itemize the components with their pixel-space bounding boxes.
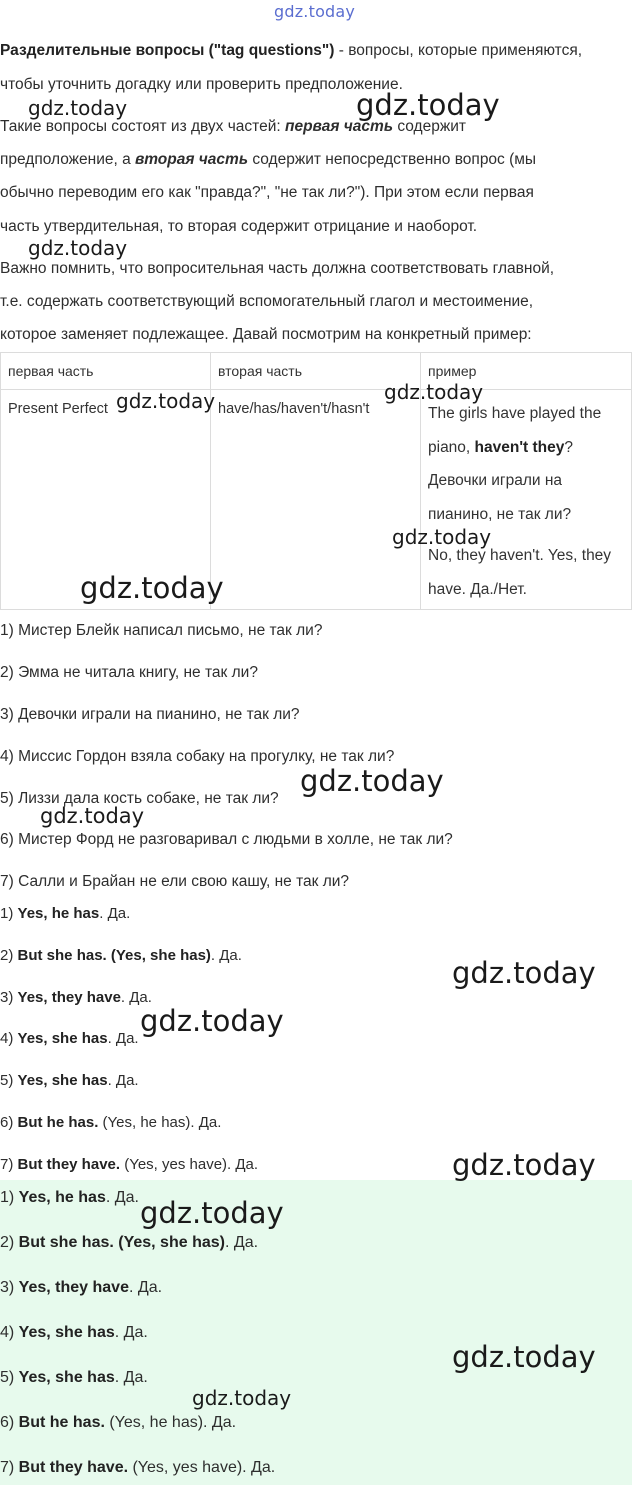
- example-line-3: Девочки играли на: [428, 472, 563, 489]
- table-header-first: первая часть: [8, 363, 94, 379]
- first-part-term: первая часть: [285, 118, 394, 135]
- example-line-6: have. Да./Нет.: [428, 581, 527, 598]
- highlighted-answer-5: 5) Yes, she has. Да.: [0, 1369, 148, 1386]
- highlighted-answer-3: 3) Yes, they have. Да.: [0, 1279, 163, 1296]
- highlighted-answer-1: 1) Yes, he has. Да.: [0, 1189, 139, 1206]
- answer-6: 6) But he has. (Yes, he has). Да.: [0, 1114, 222, 1131]
- watermark: gdz.today: [116, 389, 216, 413]
- table-header-example: пример: [428, 363, 477, 379]
- question-6: 6) Мистер Форд не разговаривал с людьми в холле, не так ли?: [0, 831, 453, 848]
- example-line-5: No, they haven't. Yes, they: [428, 547, 612, 564]
- highlighted-answer-2: 2) But she has. (Yes, she has). Да.: [0, 1234, 259, 1251]
- highlighted-answer-4: 4) Yes, she has. Да.: [0, 1324, 148, 1341]
- watermark: gdz.today: [452, 1340, 596, 1374]
- table-header-row: [0, 352, 632, 390]
- question-4: 4) Миссис Гордон взяла собаку на прогулку, не так ли?: [0, 748, 395, 765]
- table-cell-first: Present Perfect: [8, 401, 108, 417]
- site-logo: gdz.today: [274, 2, 356, 21]
- answer-5: 5) Yes, she has. Да.: [0, 1072, 139, 1089]
- answer-2: 2) But she has. (Yes, she has). Да.: [0, 947, 242, 964]
- answer-7: 7) But they have. (Yes, yes have). Да.: [0, 1156, 259, 1173]
- watermark: gdz.today: [192, 1386, 292, 1410]
- watermark: gdz.today: [392, 525, 492, 549]
- watermark: gdz.today: [140, 1004, 284, 1038]
- watermark: gdz.today: [28, 236, 128, 260]
- question-2: 2) Эмма не читала книгу, не так ли?: [0, 664, 258, 681]
- watermark: gdz.today: [384, 380, 484, 404]
- example-line-4: пианино, не так ли?: [428, 506, 572, 523]
- table-cell-second: have/has/haven't/hasn't: [218, 401, 370, 417]
- watermark: gdz.today: [452, 956, 596, 990]
- watermark: gdz.today: [28, 96, 128, 120]
- term-heading: Разделительные вопросы ("tag questions"): [0, 42, 335, 59]
- question-5: 5) Лиззи дала кость собаке, не так ли?: [0, 790, 279, 807]
- question-7: 7) Салли и Брайан не ели свою кашу, не так ли?: [0, 873, 350, 890]
- example-line-2: piano, haven't they?: [428, 439, 573, 456]
- example-line-1: The girls have played the: [428, 405, 602, 422]
- question-1: 1) Мистер Блейк написал письмо, не так ли?: [0, 622, 323, 639]
- watermark: gdz.today: [80, 571, 224, 605]
- watermark: gdz.today: [356, 88, 500, 122]
- watermark: gdz.today: [40, 804, 145, 828]
- answer-3: 3) Yes, they have. Да.: [0, 989, 152, 1006]
- question-3: 3) Девочки играли на пианино, не так ли?: [0, 706, 300, 723]
- second-part-term: вторая часть: [135, 151, 249, 168]
- answer-4: 4) Yes, she has. Да.: [0, 1030, 139, 1047]
- highlighted-answer-7: 7) But they have. (Yes, yes have). Да.: [0, 1459, 276, 1476]
- answer-1: 1) Yes, he has. Да.: [0, 905, 131, 922]
- table-header-second: вторая часть: [218, 363, 302, 379]
- watermark: gdz.today: [140, 1196, 284, 1230]
- watermark: gdz.today: [300, 764, 444, 798]
- watermark: gdz.today: [452, 1148, 596, 1182]
- highlighted-answer-6: 6) But he has. (Yes, he has). Да.: [0, 1414, 237, 1431]
